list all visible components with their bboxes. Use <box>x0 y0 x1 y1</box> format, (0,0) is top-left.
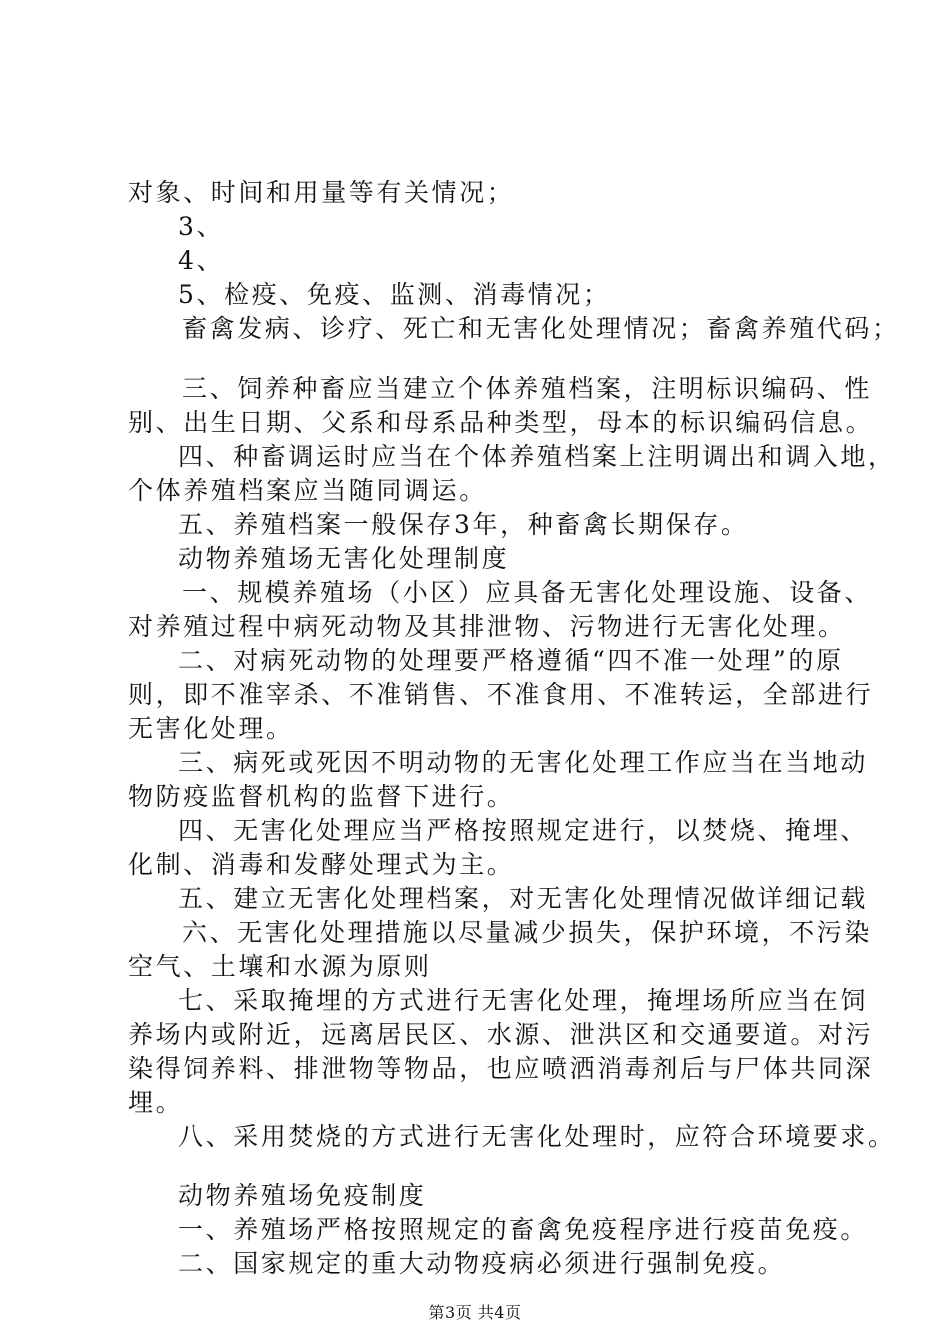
text-line: 一、规模养殖场（小区）应具备无害化处理设施、设备、 <box>182 578 873 607</box>
text-line: 二、对病死动物的处理要严格遵循“四不准一处理”的原 <box>178 646 844 675</box>
text-line: 空气、土壤和水源为原则 <box>128 952 432 981</box>
text-line: 别、出生日期、父系和母系品种类型，母本的标识编码信息。 <box>128 408 874 437</box>
page-footer: 第3页 共4页 <box>428 1303 522 1322</box>
text-line: 五、养殖档案一般保存3年，种畜禽长期保存。 <box>178 510 749 539</box>
text-line: 物防疫监督机构的监督下进行。 <box>128 782 515 811</box>
text-line: 对养殖过程中病死动物及其排泄物、污物进行无害化处理。 <box>128 612 846 641</box>
text-line: 五、建立无害化处理档案，对无害化处理情况做详细记载 <box>178 884 869 913</box>
text-line: 5、检疫、免疫、监测、消毒情况； <box>178 280 611 309</box>
text-line: 八、采用焚烧的方式进行无害化处理时，应符合环境要求。 <box>178 1122 896 1151</box>
text-line: 埋。 <box>128 1088 184 1117</box>
text-line: 七、采取掩埋的方式进行无害化处理，掩埋场所应当在饲 <box>178 986 869 1015</box>
text-line: 畜禽发病、诊疗、死亡和无害化处理情况；畜禽养殖代码； <box>182 314 900 343</box>
text-line: 养场内或附近，远离居民区、水源、泄洪区和交通要道。对污 <box>128 1020 874 1049</box>
section-heading: 动物养殖场无害化处理制度 <box>178 544 510 573</box>
text-line: 四、种畜调运时应当在个体养殖档案上注明调出和调入地， <box>178 442 896 471</box>
text-line: 一、养殖场严格按照规定的畜禽免疫程序进行疫苗免疫。 <box>178 1215 869 1244</box>
text-line: 三、病死或死因不明动物的无害化处理工作应当在当地动 <box>178 748 869 777</box>
text-line: 则，即不准宰杀、不准销售、不准食用、不准转运，全部进行 <box>128 680 874 709</box>
text-line: 个体养殖档案应当随同调运。 <box>128 476 487 505</box>
text-line: 四、无害化处理应当严格按照规定进行，以焚烧、掩埋、 <box>178 816 869 845</box>
text-line: 化制、消毒和发酵处理式为主。 <box>128 850 515 879</box>
text-line: 染得饲养料、排泄物等物品，也应喷洒消毒剂后与尸体共同深 <box>128 1054 874 1083</box>
text-line: 无害化处理。 <box>128 714 294 743</box>
text-line: 三、饲养种畜应当建立个体养殖档案，注明标识编码、性 <box>182 374 873 403</box>
text-line: 对象、时间和用量等有关情况； <box>128 178 515 207</box>
text-line: 4、 <box>178 246 225 275</box>
text-line: 六、无害化处理措施以尽量减少损失，保护环境，不污染 <box>182 918 873 947</box>
text-line: 二、国家规定的重大动物疫病必须进行强制免疫。 <box>178 1249 786 1278</box>
section-heading: 动物养殖场免疫制度 <box>178 1181 427 1210</box>
text-line: 3、 <box>178 212 225 241</box>
